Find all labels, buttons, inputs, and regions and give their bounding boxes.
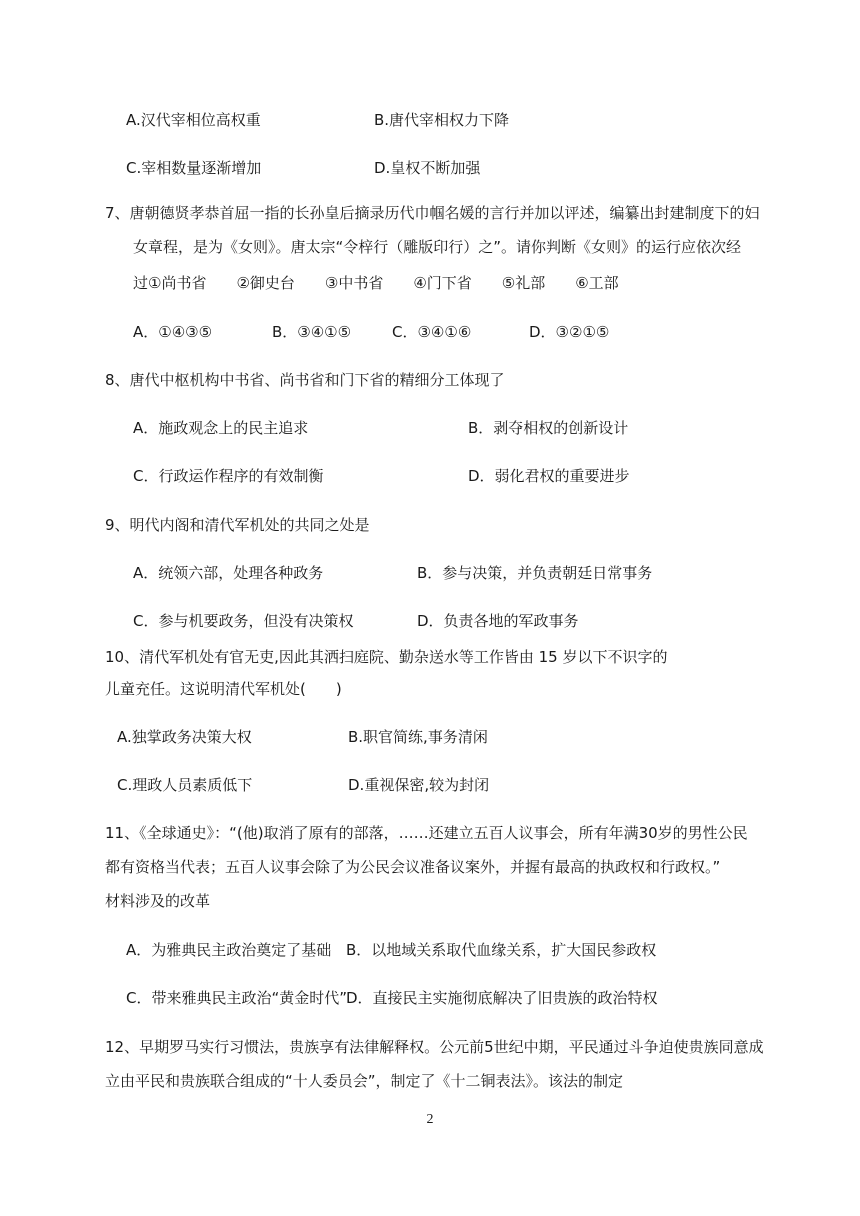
q7-option-a: A．①④③⑤ xyxy=(133,323,213,341)
q11-option-b: B．以地域关系取代血缘关系，扩大国民参政权 xyxy=(346,941,657,959)
q8-option-b: B．剥夺相权的创新设计 xyxy=(468,419,629,437)
q11-option-d: D．直接民主实施彻底解决了旧贵族的政治特权 xyxy=(346,989,658,1007)
q10-stem-line-2: 儿童充任。这说明清代军机处( ) xyxy=(105,680,342,698)
q12-stem-line-1: 12、早期罗马实行习惯法，贵族享有法律解释权。公元前5世纪中期，平民通过斗争迫使贵族同意成 xyxy=(105,1038,764,1056)
q9-option-b: B．参与决策，并负责朝廷日常事务 xyxy=(417,564,653,582)
q9-option-a: A．统领六部，处理各种政务 xyxy=(133,564,324,582)
q11-stem-line-2: 都有资格当代表；五百人议事会除了为公民会议准备议案外，并握有最高的执政权和行政权。” xyxy=(105,858,721,876)
q8-stem: 8、唐代中枢机构中书省、尚书省和门下省的精细分工体现了 xyxy=(105,371,505,389)
q10-option-b: B.职官简练,事务清闲 xyxy=(348,728,488,746)
q7-stem-line-1: 7、唐朝德贤孝恭首屈一指的长孙皇后摘录历代巾帼名媛的言行并加以评述，编纂出封建制度下的妇 xyxy=(105,204,760,222)
q10-stem-line-1: 10、清代军机处有官无吏,因此其洒扫庭院、勤杂送水等工作皆由 15 岁以下不识字的 xyxy=(105,648,668,666)
q9-stem: 9、明代内阁和清代军机处的共同之处是 xyxy=(105,516,370,534)
q7-option-c: C．③④①⑥ xyxy=(392,323,472,341)
q8-option-c: C．行政运作程序的有效制衡 xyxy=(133,467,324,485)
q9-option-d: D．负责各地的军政事务 xyxy=(417,612,579,630)
q10-option-a: A.独掌政务决策大权 xyxy=(117,728,252,746)
q7-stem-line-3: 过①尚书省 ②御史台 ③中书省 ④门下省 ⑤礼部 ⑥工部 xyxy=(133,274,619,292)
q6-option-c: C.宰相数量逐渐增加 xyxy=(126,159,262,177)
q6-option-b: B.唐代宰相权力下降 xyxy=(374,111,510,129)
q10-option-c: C.理政人员素质低下 xyxy=(117,776,253,794)
q6-option-d: D.皇权不断加强 xyxy=(374,159,481,177)
q10-option-d: D.重视保密,较为封闭 xyxy=(348,776,490,794)
q11-option-c: C．带来雅典民主政治“黄金时代” xyxy=(126,989,348,1007)
q11-stem-line-3: 材料涉及的改革 xyxy=(105,892,211,910)
q8-option-d: D．弱化君权的重要进步 xyxy=(468,467,630,485)
q7-option-b: B．③④①⑤ xyxy=(272,323,352,341)
q9-option-c: C．参与机要政务，但没有决策权 xyxy=(133,612,354,630)
q11-option-a: A．为雅典民主政治奠定了基础 xyxy=(126,941,332,959)
q7-stem-line-2: 女章程，是为《女则》。唐太宗“令梓行（雕版印行）之”。请你判断《女则》的运行应依次经 xyxy=(133,238,742,256)
q12-stem-line-2: 立由平民和贵族联合组成的“十人委员会”，制定了《十二铜表法》。该法的制定 xyxy=(105,1072,624,1090)
page-number: 2 xyxy=(426,1112,434,1127)
q7-option-d: D．③②①⑤ xyxy=(529,323,610,341)
q8-option-a: A．施政观念上的民主追求 xyxy=(133,419,309,437)
q6-option-a: A.汉代宰相位高权重 xyxy=(126,111,261,129)
q11-stem-line-1: 11、《全球通史》：“(他)取消了原有的部落，……还建立五百人议事会，所有年满30岁的男性公民 xyxy=(105,824,748,842)
